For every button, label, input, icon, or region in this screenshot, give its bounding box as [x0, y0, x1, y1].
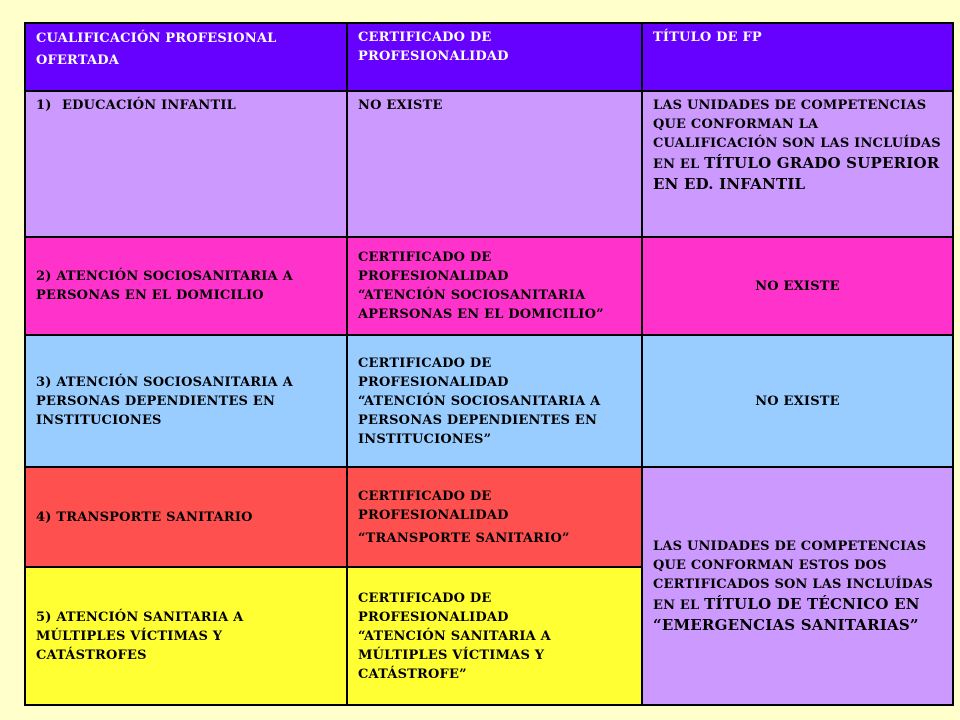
cualificacion-cell [25, 91, 347, 237]
certificado-label: CERTIFICADO DE PROFESIONALIDAD [358, 250, 509, 284]
titulo-text: LAS UNIDADES DE COMPETENCIAS QUE CONFORMAN LA CUALIFICACIÓN SON LAS INCLUÍDAS EN EL [653, 98, 941, 172]
header-certificado: CERTIFICADO DE PROFESIONALIDAD [347, 23, 642, 91]
titulo-cell: NO EXISTE [642, 237, 953, 335]
table-row [25, 91, 953, 237]
certificado-name: “ATENCIÓN SOCIOSANITARIA APERSONAS EN EL DOMICILIO” [358, 288, 604, 322]
certificado-name: “ATENCIÓN SOCIOSANITARIA A PERSONAS DEPENDIENTES EN INSTITUCIONES” [358, 393, 601, 447]
certificado-cell [347, 467, 642, 567]
certificado-label: CERTIFICADO DE PROFESIONALIDAD [358, 355, 509, 390]
item-number: 1) [36, 98, 52, 113]
header-cualificacion: CUALIFICACIÓN PROFESIONAL OFERTADA [25, 23, 347, 91]
header-titulo: TÍTULO DE FP [642, 23, 953, 91]
titulo-cell [642, 91, 953, 237]
cualificacion-cell: 5) ATENCIÓN SANITARIA A MÚLTIPLES VÍCTIMAS Y CATÁSTROFES [25, 567, 347, 705]
titulo-text: LAS UNIDADES DE COMPETENCIAS QUE CONFORMAN ESTOS DOS CERTIFICADOS SON LAS INCLUÍDAS EN EL [653, 538, 934, 613]
certificado-cell [347, 567, 642, 705]
titulo-cell: NO EXISTE [642, 335, 953, 467]
qualifications-table [24, 22, 954, 706]
titulo-emphasis: TÍTULO GRADO SUPERIOR EN ED. INFANTIL [653, 154, 940, 193]
certificado-cell [347, 335, 642, 467]
certificado-name: “ATENCIÓN SANITARIA A MÚLTIPLES VÍCTIMAS Y CATÁSTROFE” [358, 628, 551, 682]
certificado-name: “TRANSPORTE SANITARIO” [358, 530, 570, 546]
certificado-label: CERTIFICADO DE PROFESIONALIDAD [358, 488, 509, 523]
cualificacion-cell: 4) TRANSPORTE SANITARIO [25, 467, 347, 567]
certificado-cell: NO EXISTE [347, 91, 642, 237]
titulo-emphasis: TÍTULO DE TÉCNICO EN “EMERGENCIAS SANITARIAS” [653, 594, 920, 634]
header-row [25, 23, 953, 91]
table-row [25, 335, 953, 467]
certificado-cell [347, 237, 642, 335]
titulo-merged-cell [642, 467, 953, 705]
cualificacion-cell: 2) ATENCIÓN SOCIOSANITARIA A PERSONAS EN EL DOMICILIO [25, 237, 347, 335]
cualificacion-name: EDUCACIÓN INFANTIL [62, 98, 237, 113]
cualificacion-cell: 3) ATENCIÓN SOCIOSANITARIA A PERSONAS DEPENDIENTES EN INSTITUCIONES [25, 335, 347, 467]
certificado-label: CERTIFICADO DE PROFESIONALIDAD [358, 590, 509, 625]
table-row [25, 467, 953, 567]
table-row [25, 237, 953, 335]
